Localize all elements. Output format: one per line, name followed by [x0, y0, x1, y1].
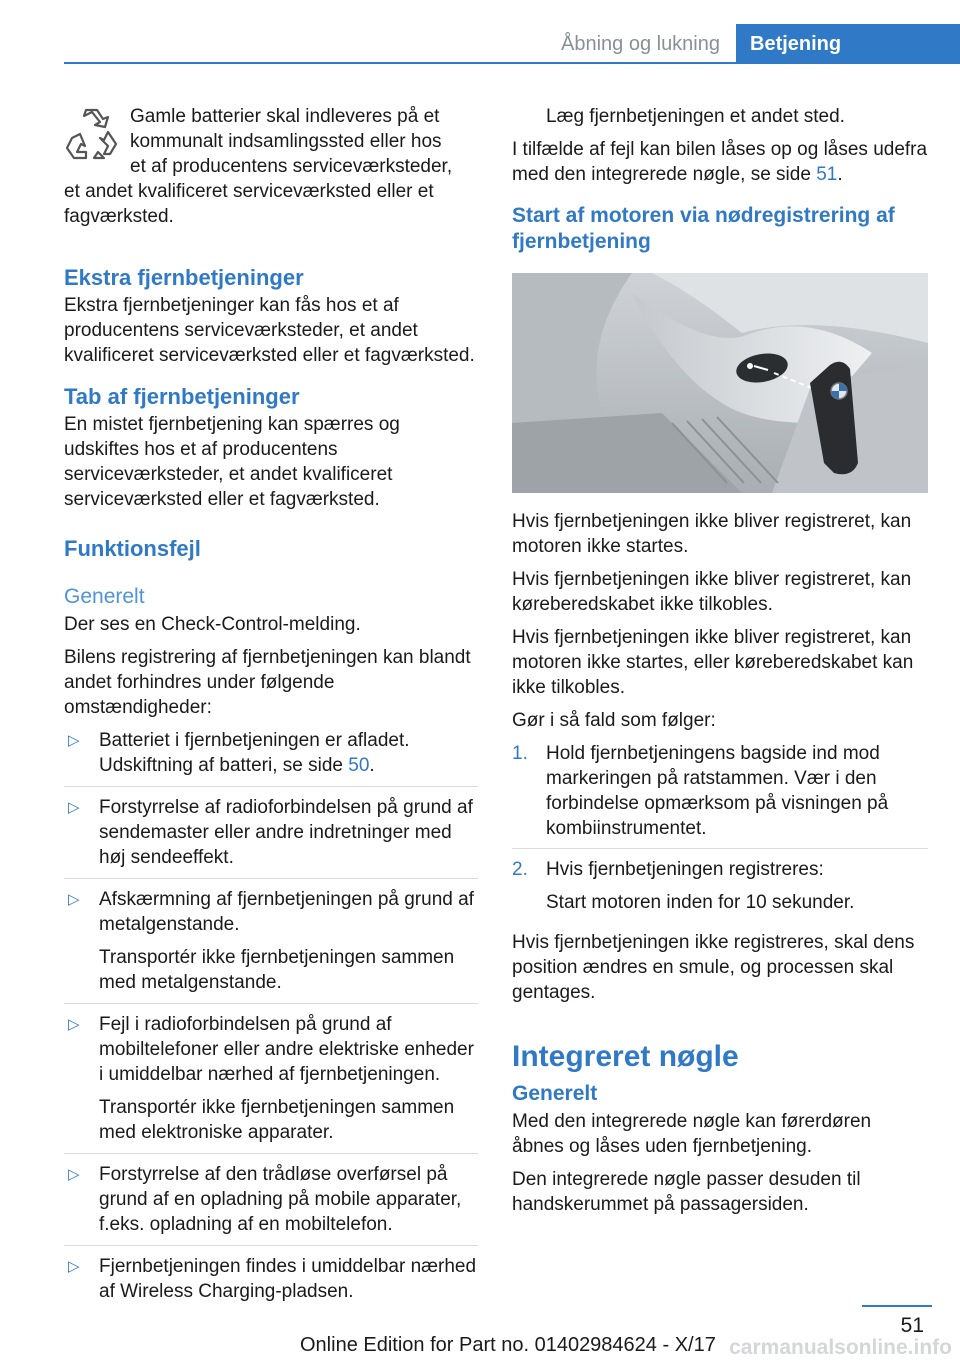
footer-rule [862, 1305, 932, 1307]
paragraph-lost-remotes: En mistet fjernbetjening kan spærres og udskiftes hos et af producentens serviceværksteder, et andet kvalificeret serviceværksted eller et fagværksted. [64, 414, 400, 510]
paragraph-not-registered-1: Hvis fjernbetjeningen ikke bliver registreret, kan motoren ikke startes. [512, 511, 912, 557]
page-number: 51 [900, 1314, 924, 1337]
paragraph-integrated-key-2: Den integrerede nøgle passer desuden til handskerummet på passagersiden. [512, 1169, 861, 1215]
header-chapter-tab: Betjening [736, 24, 960, 64]
paragraph-not-registered-3: Hvis fjernbetjeningen ikke bliver registreret, kan motoren ikke startes, eller køreberedskabet kan ikke tilkobles. [512, 627, 914, 698]
page-link-51[interactable]: 51 [816, 164, 838, 185]
triangle-right-icon: ▷ [68, 1016, 80, 1033]
heading-emergency-start: Start af motoren via nødregistrering af fjernbetjening [512, 204, 895, 253]
list-item: ▷ Forstyrrelse af radioforbindelsen på grund af sendemaster eller andre indretninger med høj sendeeffekt. [64, 795, 478, 879]
paragraph-registration: Bilens registrering af fjernbetjeningen kan blandt andet forhindres under følgende omstændigheder: [64, 647, 471, 718]
note-line-3: et af producentens serviceværksteder, [130, 156, 453, 177]
list-item: 1. Hold fjernbetjeningens bagside ind mod markeringen på ratstammen. Vær i den forbindelse opmærksom på visningen på kombiinstrumentet. [512, 741, 928, 849]
note-line-2: kommunalt indsamlingssted eller hos [130, 131, 442, 152]
list-item: 2. Hvis fjernbetjeningen registreres: Start motoren inden for 10 sekunder. [512, 859, 855, 913]
step-number: 1. [512, 743, 528, 764]
list-item: ▷ Batteriet i fjernbetjeningen er afladet. Udskiftning af batteri, se side 50. [64, 728, 478, 787]
emergency-steps-list [512, 741, 928, 922]
heading-integrated-key: Integreret nøgle [512, 1040, 739, 1073]
header-rule [64, 62, 960, 64]
steering-column-illustration [512, 273, 928, 493]
page-link-50[interactable]: 50 [348, 755, 370, 776]
triangle-right-icon: ▷ [68, 1166, 80, 1183]
recycle-icon [64, 108, 120, 162]
header-section-title: Åbning og lukning [560, 33, 720, 55]
triangle-right-icon: ▷ [68, 891, 80, 908]
note-line-1: Gamle batterier skal indleveres på et [130, 106, 440, 127]
paragraph-reposition: Hvis fjernbetjeningen ikke registreres, skal dens position ændres en smule, og processen skal gentages. [512, 932, 915, 1003]
paragraph-extra-remotes: Ekstra fjernbetjeninger kan fås hos et af producentens serviceværksteder, et andet kvalificeret serviceværksted eller et fagværksted. [64, 295, 475, 366]
right-column [512, 104, 928, 1225]
malfunction-list [64, 728, 478, 1312]
list-item: ▷ Afskærmning af fjernbetjeningen på grund af metalgenstande. Transportér ikke fjernbetjeningen sammen med metalgenstande. [64, 887, 478, 1004]
step-number: 2. [512, 859, 528, 880]
list-item: ▷ Fjernbetjeningen findes i umiddelbar nærhed af Wireless Charging-pladsen. [68, 1256, 477, 1302]
heading-malfunction: Funktionsfejl [64, 536, 201, 561]
heading-lost-remotes: Tab af fjernbetjeninger [64, 384, 300, 409]
paragraph-check-control: Der ses en Check-Control-melding. [64, 614, 361, 635]
paragraph-integrated-key-1: Med den integrerede nøgle kan førerdøren åbnes og låses uden fjernbetjening. [512, 1111, 872, 1157]
recycling-note [64, 104, 478, 229]
footer-edition: Online Edition for Part no. 01402984624 - X/17 [300, 1334, 716, 1356]
paragraph-not-registered-2: Hvis fjernbetjeningen ikke bliver registreret, kan køreberedskabet ikke tilkobles. [512, 569, 912, 615]
paragraph-place-elsewhere: Læg fjernbetjeningen et andet sted. [546, 106, 845, 127]
list-item: ▷ Forstyrrelse af den trådløse overførsel på grund af en opladning på mobile apparater, f.eks. opladning af en mobiltelefon. [64, 1162, 478, 1246]
subheading-general: Generelt [64, 585, 145, 608]
list-item: ▷ Fejl i radioforbindelsen på grund af mobiltelefoner eller andre elektriske enheder i umiddelbar nærhed af fjernbetjeningen. Transportér ikke fjernbetjeningen sammen med elektroniske apparater. [64, 1012, 478, 1154]
heading-extra-remotes: Ekstra fjernbetjeninger [64, 265, 304, 290]
paragraph-integrated-key-ref: I tilfælde af fejl kan bilen låses op og låses udefra med den integrerede nøgle, se side 51. [512, 139, 928, 185]
triangle-right-icon: ▷ [68, 799, 80, 816]
paragraph-do-as-follows: Gør i så fald som følger: [512, 710, 716, 731]
note-tail: et andet kvalificeret serviceværksted eller et fagværksted. [64, 181, 434, 227]
triangle-right-icon: ▷ [68, 732, 80, 749]
left-column [64, 104, 478, 1320]
subheading-general-2: Generelt [512, 1082, 598, 1105]
triangle-right-icon: ▷ [68, 1258, 80, 1275]
watermark-text: carmanualsonline.info [729, 1336, 952, 1359]
steering-column-drawing [512, 273, 928, 493]
